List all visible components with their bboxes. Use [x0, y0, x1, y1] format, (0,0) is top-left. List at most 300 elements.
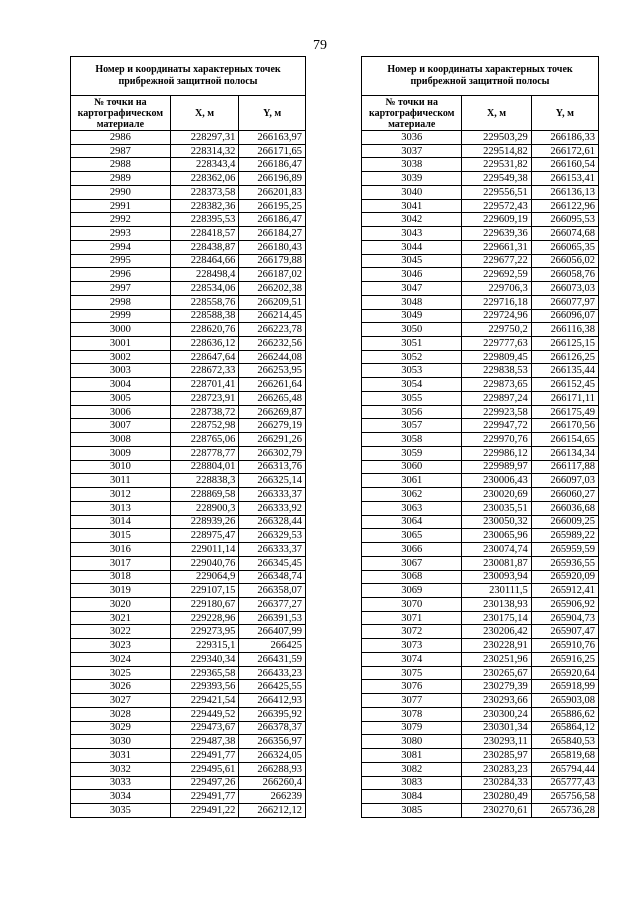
- x-coordinate-cell: 229107,15: [170, 584, 239, 598]
- x-coordinate-cell: 229970,76: [462, 433, 531, 447]
- point-number-cell: 3005: [71, 391, 171, 405]
- table-row: [71, 721, 306, 735]
- y-coordinate-cell: 266073,03: [531, 282, 598, 296]
- y-coordinate-cell: 266425,55: [239, 680, 306, 694]
- point-number-cell: 3036: [362, 131, 462, 145]
- x-coordinate-cell: 230206,42: [462, 625, 531, 639]
- x-coordinate-cell: 230138,93: [462, 597, 531, 611]
- point-number-cell: 3001: [71, 337, 171, 351]
- x-coordinate-cell: 230285,97: [462, 749, 531, 763]
- table-row: [362, 213, 599, 227]
- x-coordinate-cell: 230265,67: [462, 666, 531, 680]
- x-coordinate-cell: 229873,65: [462, 378, 531, 392]
- point-number-cell: 3000: [71, 323, 171, 337]
- table-row: [362, 419, 599, 433]
- x-coordinate-cell: 229897,24: [462, 391, 531, 405]
- point-number-cell: 3030: [71, 735, 171, 749]
- point-number-cell: 3008: [71, 433, 171, 447]
- table-row: [362, 694, 599, 708]
- y-coordinate-cell: 265910,76: [531, 639, 598, 653]
- table-row: [71, 282, 306, 296]
- y-coordinate-cell: 266232,56: [239, 337, 306, 351]
- x-coordinate-cell: 229473,67: [170, 721, 239, 735]
- table-row: [71, 790, 306, 804]
- point-number-cell: 3037: [362, 144, 462, 158]
- y-coordinate-cell: 265920,09: [531, 570, 598, 584]
- column-header-point: № точки на картографическом материале: [362, 96, 462, 131]
- table-row: [71, 501, 306, 515]
- point-number-cell: 3049: [362, 309, 462, 323]
- x-coordinate-cell: 229549,38: [462, 172, 531, 186]
- x-coordinate-cell: 228382,36: [170, 199, 239, 213]
- x-coordinate-cell: 229514,82: [462, 144, 531, 158]
- x-coordinate-cell: 230293,11: [462, 735, 531, 749]
- table-row: [362, 185, 599, 199]
- coordinates-table-left: [70, 56, 306, 818]
- y-coordinate-cell: 265936,55: [531, 556, 598, 570]
- y-coordinate-cell: 266179,88: [239, 254, 306, 268]
- x-coordinate-cell: 228672,33: [170, 364, 239, 378]
- coordinates-table-right: [361, 56, 599, 818]
- y-coordinate-cell: 265736,28: [531, 803, 598, 817]
- x-coordinate-cell: 230093,94: [462, 570, 531, 584]
- x-coordinate-cell: 230301,34: [462, 721, 531, 735]
- point-number-cell: 3013: [71, 501, 171, 515]
- x-coordinate-cell: 228534,06: [170, 282, 239, 296]
- point-number-cell: 3070: [362, 597, 462, 611]
- table-row: [71, 803, 306, 817]
- table-row: [71, 405, 306, 419]
- point-number-cell: 3044: [362, 240, 462, 254]
- x-coordinate-cell: 228636,12: [170, 337, 239, 351]
- table-row: [362, 144, 599, 158]
- table-row: [362, 227, 599, 241]
- y-coordinate-cell: 265794,44: [531, 762, 598, 776]
- table-row: [71, 144, 306, 158]
- y-coordinate-cell: 266253,95: [239, 364, 306, 378]
- y-coordinate-cell: 266196,89: [239, 172, 306, 186]
- x-coordinate-cell: 229716,18: [462, 295, 531, 309]
- column-header-y: Y, м: [531, 96, 598, 131]
- point-number-cell: 3073: [362, 639, 462, 653]
- y-coordinate-cell: 266288,93: [239, 762, 306, 776]
- point-number-cell: 3017: [71, 556, 171, 570]
- y-coordinate-cell: 265840,53: [531, 735, 598, 749]
- y-coordinate-cell: 266058,76: [531, 268, 598, 282]
- point-number-cell: 3080: [362, 735, 462, 749]
- point-number-cell: 2989: [71, 172, 171, 186]
- point-number-cell: 3026: [71, 680, 171, 694]
- point-number-cell: 2997: [71, 282, 171, 296]
- point-number-cell: 3046: [362, 268, 462, 282]
- point-number-cell: 3041: [362, 199, 462, 213]
- x-coordinate-cell: 229487,38: [170, 735, 239, 749]
- y-coordinate-cell: 266154,65: [531, 433, 598, 447]
- point-number-cell: 3014: [71, 515, 171, 529]
- y-coordinate-cell: 266077,97: [531, 295, 598, 309]
- y-coordinate-cell: 266136,13: [531, 185, 598, 199]
- table-row: [71, 735, 306, 749]
- table-row: [71, 652, 306, 666]
- table-row: [362, 199, 599, 213]
- y-coordinate-cell: 266116,38: [531, 323, 598, 337]
- point-number-cell: 2996: [71, 268, 171, 282]
- y-coordinate-cell: 265777,43: [531, 776, 598, 790]
- table-row: [71, 323, 306, 337]
- point-number-cell: 3025: [71, 666, 171, 680]
- x-coordinate-cell: 228620,76: [170, 323, 239, 337]
- x-coordinate-cell: 230175,14: [462, 611, 531, 625]
- y-coordinate-cell: 265756,58: [531, 790, 598, 804]
- point-number-cell: 2991: [71, 199, 171, 213]
- x-coordinate-cell: 230035,51: [462, 501, 531, 515]
- table-row: [362, 158, 599, 172]
- point-number-cell: 3038: [362, 158, 462, 172]
- y-coordinate-cell: 266395,92: [239, 707, 306, 721]
- y-coordinate-cell: 266431,59: [239, 652, 306, 666]
- y-coordinate-cell: 266378,37: [239, 721, 306, 735]
- point-number-cell: 3054: [362, 378, 462, 392]
- point-number-cell: 3031: [71, 749, 171, 763]
- table-row: [362, 543, 599, 557]
- x-coordinate-cell: 229393,56: [170, 680, 239, 694]
- point-number-cell: 3064: [362, 515, 462, 529]
- point-number-cell: 2986: [71, 131, 171, 145]
- y-coordinate-cell: 266186,47: [239, 213, 306, 227]
- table-row: [362, 433, 599, 447]
- point-number-cell: 3028: [71, 707, 171, 721]
- table-row: [71, 707, 306, 721]
- x-coordinate-cell: 228701,41: [170, 378, 239, 392]
- y-coordinate-cell: 265906,92: [531, 597, 598, 611]
- point-number-cell: 3015: [71, 529, 171, 543]
- point-number-cell: 3082: [362, 762, 462, 776]
- x-coordinate-cell: 228373,58: [170, 185, 239, 199]
- table-row: [71, 515, 306, 529]
- x-coordinate-cell: 229777,63: [462, 337, 531, 351]
- table-row: [362, 268, 599, 282]
- table-row: [362, 790, 599, 804]
- x-coordinate-cell: 228647,64: [170, 350, 239, 364]
- x-coordinate-cell: 228395,53: [170, 213, 239, 227]
- table-row: [362, 570, 599, 584]
- y-coordinate-cell: 266180,43: [239, 240, 306, 254]
- point-number-cell: 3048: [362, 295, 462, 309]
- x-coordinate-cell: 229838,53: [462, 364, 531, 378]
- table-row: [362, 131, 599, 145]
- y-coordinate-cell: 266187,02: [239, 268, 306, 282]
- point-number-cell: 3058: [362, 433, 462, 447]
- point-number-cell: 3021: [71, 611, 171, 625]
- x-coordinate-cell: 229180,67: [170, 597, 239, 611]
- y-coordinate-cell: 266345,45: [239, 556, 306, 570]
- table-row: [362, 240, 599, 254]
- y-coordinate-cell: 265864,12: [531, 721, 598, 735]
- table-row: [362, 323, 599, 337]
- x-coordinate-cell: 228558,76: [170, 295, 239, 309]
- point-number-cell: 3027: [71, 694, 171, 708]
- table-row: [362, 446, 599, 460]
- x-coordinate-cell: 228588,38: [170, 309, 239, 323]
- y-coordinate-cell: 266333,92: [239, 501, 306, 515]
- point-number-cell: 3042: [362, 213, 462, 227]
- y-coordinate-cell: 265912,41: [531, 584, 598, 598]
- y-coordinate-cell: 266333,37: [239, 488, 306, 502]
- y-coordinate-cell: 266096,07: [531, 309, 598, 323]
- y-coordinate-cell: 266065,35: [531, 240, 598, 254]
- point-number-cell: 2998: [71, 295, 171, 309]
- x-coordinate-cell: 230228,91: [462, 639, 531, 653]
- y-coordinate-cell: 266325,14: [239, 474, 306, 488]
- x-coordinate-cell: 229661,31: [462, 240, 531, 254]
- x-coordinate-cell: 229989,97: [462, 460, 531, 474]
- table-row: [362, 501, 599, 515]
- y-coordinate-cell: 266097,03: [531, 474, 598, 488]
- point-number-cell: 3075: [362, 666, 462, 680]
- point-number-cell: 3065: [362, 529, 462, 543]
- x-coordinate-cell: 229692,59: [462, 268, 531, 282]
- x-coordinate-cell: 230279,39: [462, 680, 531, 694]
- x-coordinate-cell: 230006,43: [462, 474, 531, 488]
- y-coordinate-cell: 266302,79: [239, 446, 306, 460]
- y-coordinate-cell: 265904,73: [531, 611, 598, 625]
- table-row: [71, 131, 306, 145]
- y-coordinate-cell: 266433,23: [239, 666, 306, 680]
- y-coordinate-cell: 266170,56: [531, 419, 598, 433]
- point-number-cell: 3055: [362, 391, 462, 405]
- table-row: [71, 529, 306, 543]
- x-coordinate-cell: 230283,23: [462, 762, 531, 776]
- point-number-cell: 3072: [362, 625, 462, 639]
- y-coordinate-cell: 265959,59: [531, 543, 598, 557]
- table-row: [362, 735, 599, 749]
- x-coordinate-cell: 230251,96: [462, 652, 531, 666]
- y-coordinate-cell: 265886,62: [531, 707, 598, 721]
- point-number-cell: 3020: [71, 597, 171, 611]
- point-number-cell: 3004: [71, 378, 171, 392]
- table-row: [362, 254, 599, 268]
- x-coordinate-cell: 230284,33: [462, 776, 531, 790]
- table-row: [71, 240, 306, 254]
- point-number-cell: 3023: [71, 639, 171, 653]
- x-coordinate-cell: 228752,98: [170, 419, 239, 433]
- table-row: [71, 199, 306, 213]
- table-row: [362, 762, 599, 776]
- y-coordinate-cell: 266074,68: [531, 227, 598, 241]
- table-row: [71, 639, 306, 653]
- y-coordinate-cell: 266186,47: [239, 158, 306, 172]
- table-row: [362, 405, 599, 419]
- x-coordinate-cell: 229503,29: [462, 131, 531, 145]
- table-row: [362, 556, 599, 570]
- table-row: [71, 474, 306, 488]
- point-number-cell: 3081: [362, 749, 462, 763]
- y-coordinate-cell: 266223,78: [239, 323, 306, 337]
- y-coordinate-cell: 266152,45: [531, 378, 598, 392]
- table-row: [71, 309, 306, 323]
- point-number-cell: 3029: [71, 721, 171, 735]
- x-coordinate-cell: 228362,06: [170, 172, 239, 186]
- y-coordinate-cell: 266239: [239, 790, 306, 804]
- y-coordinate-cell: 266391,53: [239, 611, 306, 625]
- y-coordinate-cell: 266095,53: [531, 213, 598, 227]
- y-coordinate-cell: 266122,96: [531, 199, 598, 213]
- table-row: [362, 639, 599, 653]
- point-number-cell: 3085: [362, 803, 462, 817]
- y-coordinate-cell: 265907,47: [531, 625, 598, 639]
- point-number-cell: 2990: [71, 185, 171, 199]
- point-number-cell: 3066: [362, 543, 462, 557]
- x-coordinate-cell: 228765,06: [170, 433, 239, 447]
- table-row: [362, 611, 599, 625]
- table-row: [71, 185, 306, 199]
- point-number-cell: 3040: [362, 185, 462, 199]
- y-coordinate-cell: 266134,34: [531, 446, 598, 460]
- table-row: [71, 749, 306, 763]
- y-coordinate-cell: 265903,08: [531, 694, 598, 708]
- column-header-x: X, м: [462, 96, 531, 131]
- y-coordinate-cell: 266171,65: [239, 144, 306, 158]
- table-row: [362, 172, 599, 186]
- table-body: [71, 131, 306, 818]
- table-row: [71, 597, 306, 611]
- y-coordinate-cell: 266172,61: [531, 144, 598, 158]
- point-number-cell: 3032: [71, 762, 171, 776]
- y-coordinate-cell: 265819,68: [531, 749, 598, 763]
- point-number-cell: 3012: [71, 488, 171, 502]
- table-row: [71, 268, 306, 282]
- x-coordinate-cell: 229011,14: [170, 543, 239, 557]
- x-coordinate-cell: 228498,4: [170, 268, 239, 282]
- x-coordinate-cell: 228464,66: [170, 254, 239, 268]
- table-row: [362, 749, 599, 763]
- x-coordinate-cell: 228778,77: [170, 446, 239, 460]
- x-coordinate-cell: 229315,1: [170, 639, 239, 653]
- x-coordinate-cell: 229421,54: [170, 694, 239, 708]
- point-number-cell: 2993: [71, 227, 171, 241]
- table-row: [362, 803, 599, 817]
- y-coordinate-cell: 265989,22: [531, 529, 598, 543]
- y-coordinate-cell: 266060,27: [531, 488, 598, 502]
- point-number-cell: 3043: [362, 227, 462, 241]
- point-number-cell: 2995: [71, 254, 171, 268]
- point-number-cell: 3024: [71, 652, 171, 666]
- x-coordinate-cell: 229495,61: [170, 762, 239, 776]
- x-coordinate-cell: 228738,72: [170, 405, 239, 419]
- y-coordinate-cell: 266333,37: [239, 543, 306, 557]
- y-coordinate-cell: 266358,07: [239, 584, 306, 598]
- table-row: [362, 337, 599, 351]
- y-coordinate-cell: 266265,48: [239, 391, 306, 405]
- y-coordinate-cell: 266163,97: [239, 131, 306, 145]
- y-coordinate-cell: 266201,83: [239, 185, 306, 199]
- point-number-cell: 3035: [71, 803, 171, 817]
- x-coordinate-cell: 229750,2: [462, 323, 531, 337]
- point-number-cell: 3009: [71, 446, 171, 460]
- y-coordinate-cell: 266407,99: [239, 625, 306, 639]
- x-coordinate-cell: 228900,3: [170, 501, 239, 515]
- y-coordinate-cell: 266329,53: [239, 529, 306, 543]
- x-coordinate-cell: 229809,45: [462, 350, 531, 364]
- point-number-cell: 3002: [71, 350, 171, 364]
- x-coordinate-cell: 229531,82: [462, 158, 531, 172]
- x-coordinate-cell: 229609,19: [462, 213, 531, 227]
- point-number-cell: 3056: [362, 405, 462, 419]
- y-coordinate-cell: 265916,25: [531, 652, 598, 666]
- x-coordinate-cell: 230020,69: [462, 488, 531, 502]
- point-number-cell: 3062: [362, 488, 462, 502]
- y-coordinate-cell: 266036,68: [531, 501, 598, 515]
- y-coordinate-cell: 266412,93: [239, 694, 306, 708]
- point-number-cell: 3053: [362, 364, 462, 378]
- x-coordinate-cell: 229491,77: [170, 749, 239, 763]
- table-row: [362, 350, 599, 364]
- table-row: [362, 460, 599, 474]
- table-row: [71, 158, 306, 172]
- table-row: [71, 666, 306, 680]
- y-coordinate-cell: 266135,44: [531, 364, 598, 378]
- point-number-cell: 3018: [71, 570, 171, 584]
- point-number-cell: 2988: [71, 158, 171, 172]
- x-coordinate-cell: 229947,72: [462, 419, 531, 433]
- table-row: [362, 515, 599, 529]
- x-coordinate-cell: 230280,49: [462, 790, 531, 804]
- point-number-cell: 3061: [362, 474, 462, 488]
- x-coordinate-cell: 229040,76: [170, 556, 239, 570]
- table-row: [362, 721, 599, 735]
- y-coordinate-cell: 266291,26: [239, 433, 306, 447]
- table-row: [362, 776, 599, 790]
- point-number-cell: 3059: [362, 446, 462, 460]
- point-number-cell: 3051: [362, 337, 462, 351]
- y-coordinate-cell: 266279,19: [239, 419, 306, 433]
- point-number-cell: 3077: [362, 694, 462, 708]
- y-coordinate-cell: 266202,38: [239, 282, 306, 296]
- y-coordinate-cell: 266184,27: [239, 227, 306, 241]
- y-coordinate-cell: 266260,4: [239, 776, 306, 790]
- x-coordinate-cell: 229491,22: [170, 803, 239, 817]
- x-coordinate-cell: 229639,36: [462, 227, 531, 241]
- point-number-cell: 3052: [362, 350, 462, 364]
- table-row: [362, 707, 599, 721]
- y-coordinate-cell: 266348,74: [239, 570, 306, 584]
- point-number-cell: 3010: [71, 460, 171, 474]
- table-row: [71, 295, 306, 309]
- table-row: [71, 419, 306, 433]
- x-coordinate-cell: 230111,5: [462, 584, 531, 598]
- x-coordinate-cell: 229556,51: [462, 185, 531, 199]
- point-number-cell: 2992: [71, 213, 171, 227]
- x-coordinate-cell: 229491,77: [170, 790, 239, 804]
- table-row: [71, 364, 306, 378]
- point-number-cell: 3007: [71, 419, 171, 433]
- point-number-cell: 3071: [362, 611, 462, 625]
- point-number-cell: 3083: [362, 776, 462, 790]
- point-number-cell: 3060: [362, 460, 462, 474]
- point-number-cell: 3050: [362, 323, 462, 337]
- x-coordinate-cell: 228418,57: [170, 227, 239, 241]
- point-number-cell: 3057: [362, 419, 462, 433]
- point-number-cell: 3078: [362, 707, 462, 721]
- table-row: [71, 570, 306, 584]
- table-row: [71, 625, 306, 639]
- point-number-cell: 3019: [71, 584, 171, 598]
- x-coordinate-cell: 228869,58: [170, 488, 239, 502]
- table-title: Номер и координаты характерных точек прибрежной защитной полосы: [71, 57, 306, 96]
- y-coordinate-cell: 266261,64: [239, 378, 306, 392]
- table-row: [362, 584, 599, 598]
- x-coordinate-cell: 229064,9: [170, 570, 239, 584]
